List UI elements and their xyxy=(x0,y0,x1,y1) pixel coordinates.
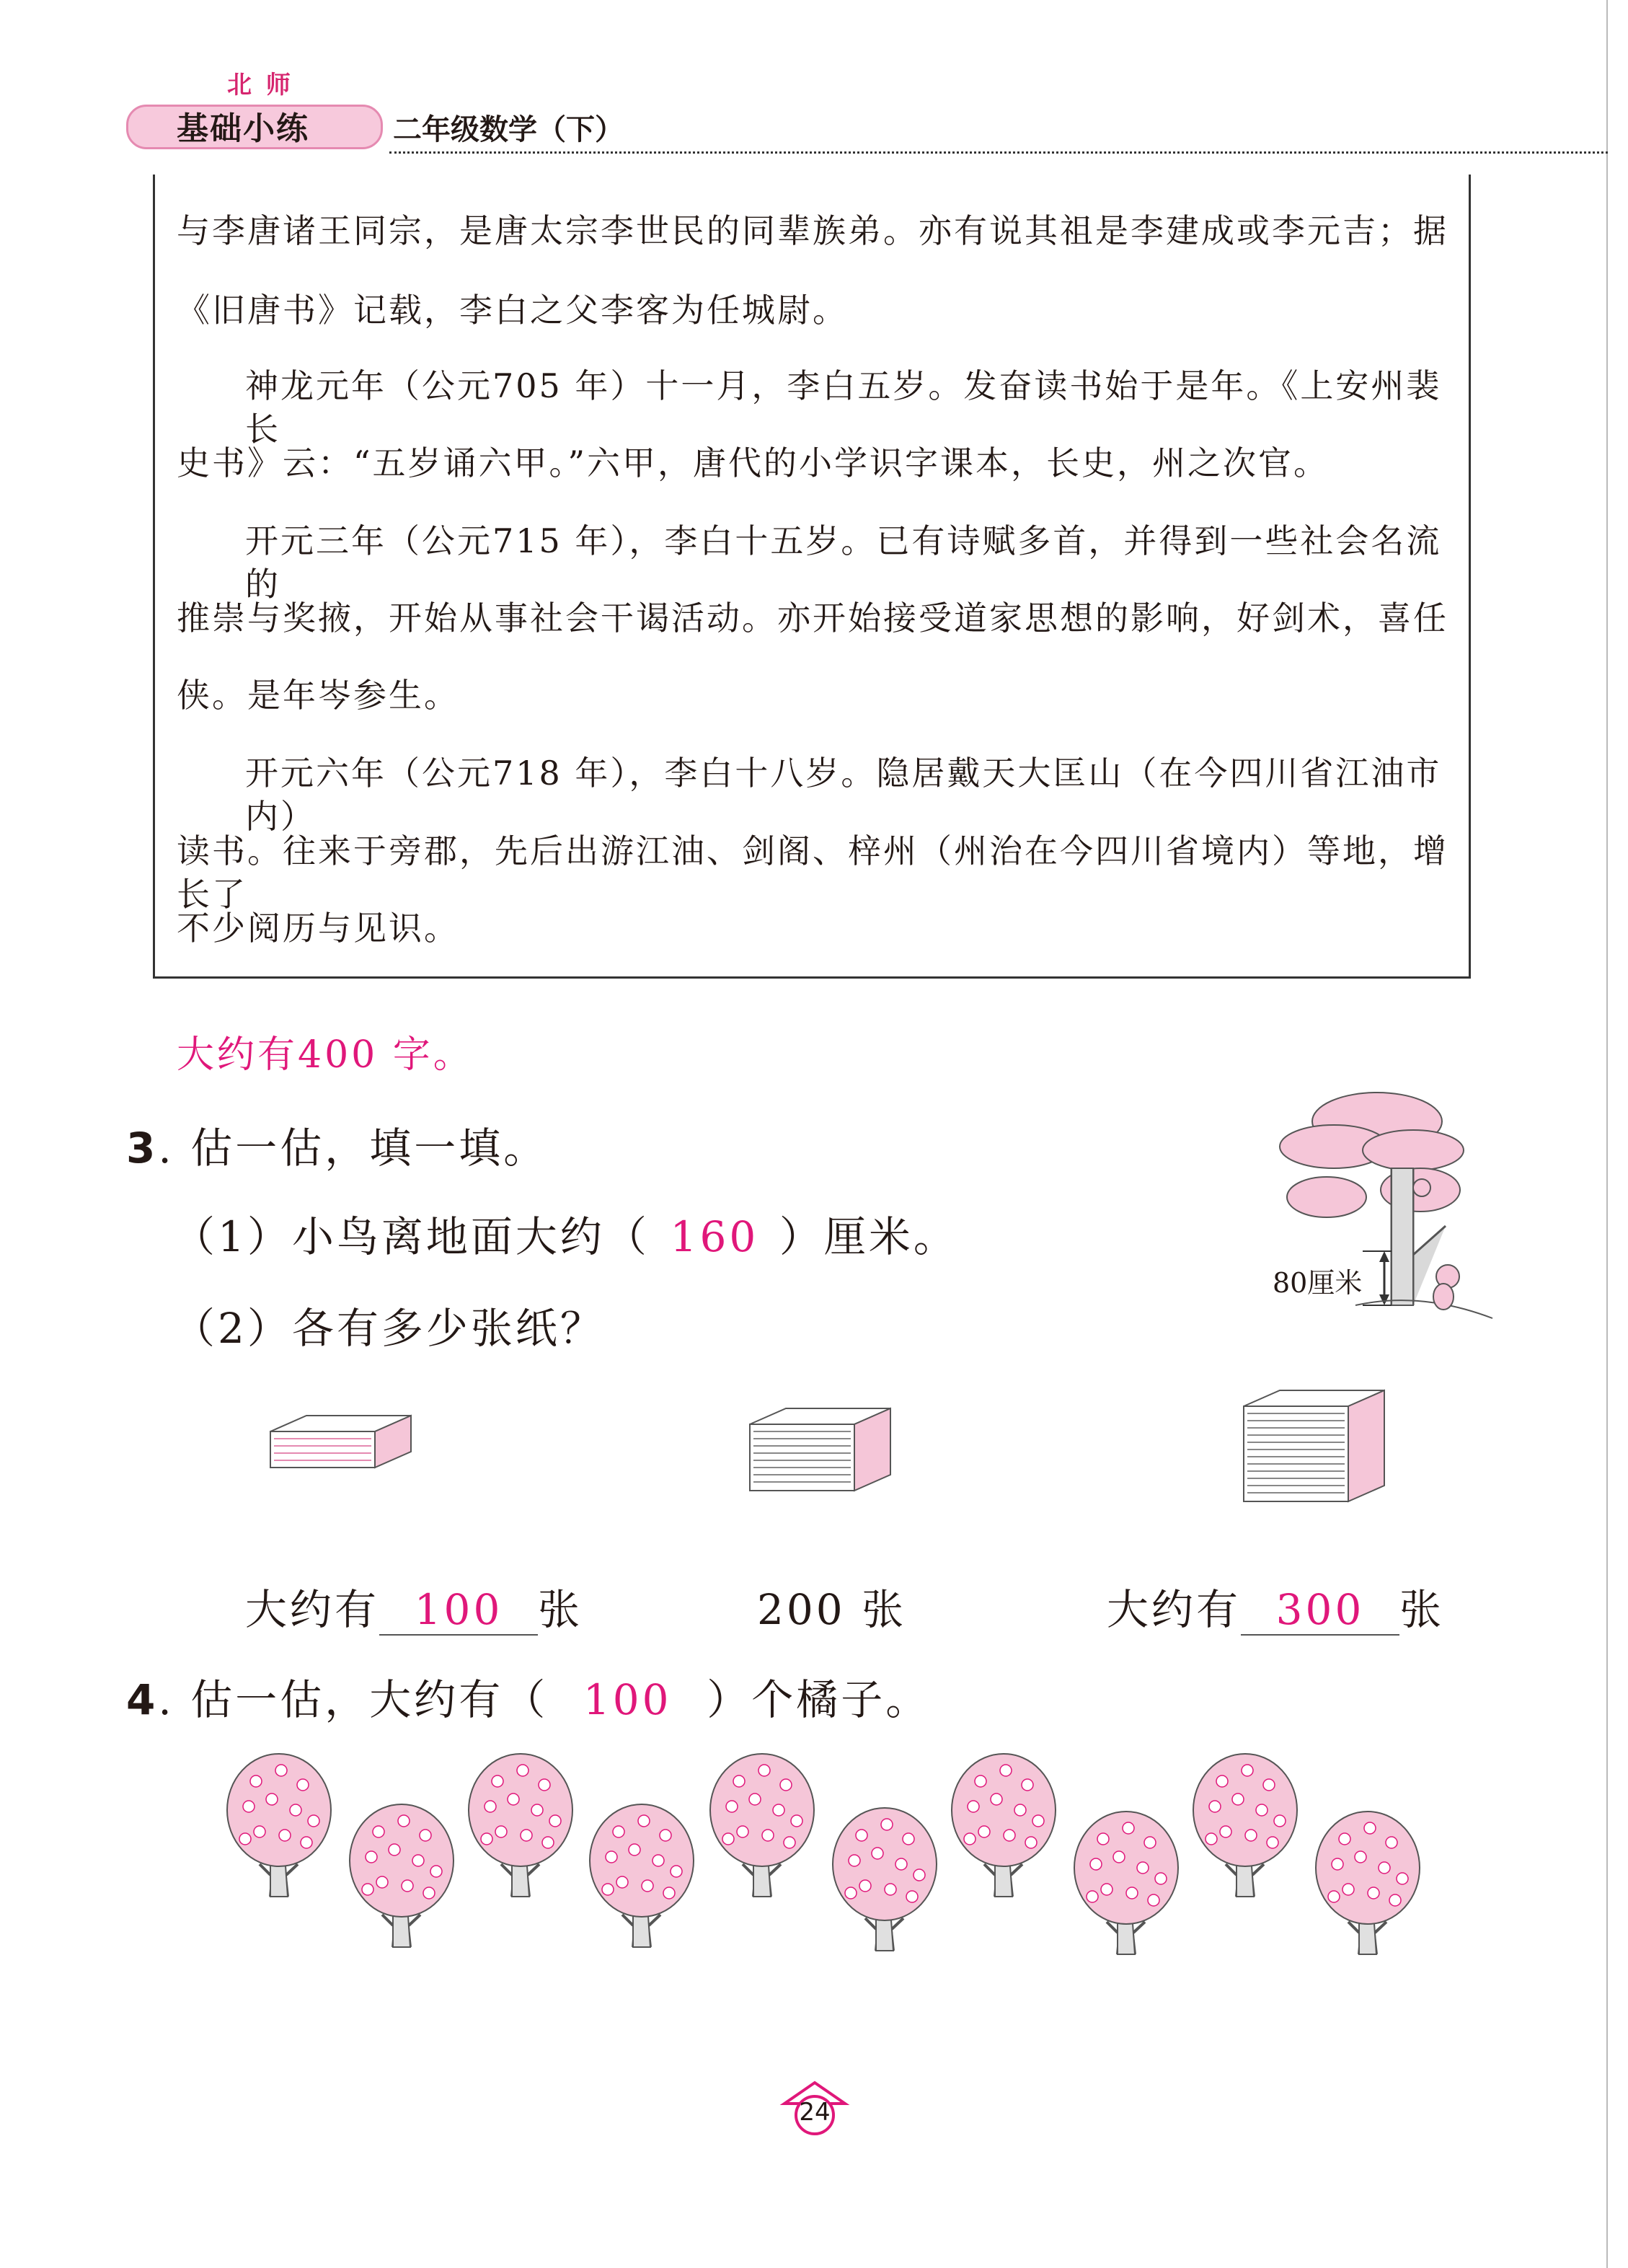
page-number-badge xyxy=(779,2081,851,2138)
stack-answer-prefix: 大约有 xyxy=(1107,1585,1242,1634)
q3-sub1-answer[interactable]: 160 xyxy=(670,1212,759,1261)
stack-answer-suffix: 张 xyxy=(1399,1585,1445,1634)
tree-height-label: 80厘米 xyxy=(1273,1267,1363,1299)
passage-line: 侠。是年岑参生。 xyxy=(177,676,459,715)
stack-answer-suffix: 张 xyxy=(538,1585,583,1634)
stack-answer-2: 200 张 xyxy=(757,1585,907,1634)
passage-line: 开元三年（公元715 年），李白十五岁。已有诗赋多首，并得到一些社会名流的 xyxy=(245,521,1442,604)
stack-answer-value[interactable]: 300 xyxy=(1241,1585,1399,1636)
logo-main-text: 基础小练 xyxy=(177,110,309,147)
q2-answer: 大约有400 字。 xyxy=(177,1033,474,1077)
reading-passage xyxy=(153,175,1471,979)
q4-heading xyxy=(126,1666,930,1726)
q3-sub2: （2）各有多少张纸？ xyxy=(173,1304,605,1353)
orange-tree xyxy=(952,1754,1056,1897)
passage-line: 读书。往来于旁郡，先后出游江油、剑阁、梓州（州治在今四川省境内）等地，增长了 xyxy=(177,831,1448,914)
passage-line: 推崇与奖掖，开始从事社会干谒活动。亦开始接受道家思想的影响，好剑术，喜任 xyxy=(177,599,1448,637)
orange-tree xyxy=(1316,1812,1420,1954)
q3-sub1 xyxy=(173,1203,958,1263)
stack-answer-prefix: 大约有 xyxy=(245,1585,380,1634)
q4-number: 4 xyxy=(126,1675,159,1724)
q3-sub1-prefix: （1）小鸟离地面大约（ xyxy=(173,1212,650,1261)
paper-stack-medium xyxy=(746,1403,898,1496)
passage-line: 与李唐诸王同宗，是唐太宗李世民的同辈族弟。亦有说其祖是李建成或李元吉；据 xyxy=(177,211,1448,250)
page-number: 24 xyxy=(799,2098,831,2127)
orange-tree xyxy=(350,1804,454,1947)
passage-line: 神龙元年（公元705 年）十一月，李白五岁。发奋读书始于是年。《上安州裴长 xyxy=(245,366,1442,449)
bird-icon xyxy=(1413,1179,1430,1196)
orange-trees-row xyxy=(216,1745,1456,1990)
q3-title: . 估一估，填一填。 xyxy=(158,1124,549,1173)
q3-sub1-suffix: ）厘米。 xyxy=(779,1212,958,1261)
orange-tree xyxy=(590,1804,694,1947)
orange-tree xyxy=(227,1754,331,1897)
orange-tree xyxy=(1074,1812,1178,1954)
orange-tree xyxy=(469,1754,572,1897)
stack-answer-value[interactable]: 100 xyxy=(379,1585,538,1636)
passage-line: 《旧唐书》记载，李白之父李客为任城尉。 xyxy=(177,291,848,330)
subject-title: 二年级数学（下） xyxy=(393,113,624,146)
page-edge xyxy=(1606,0,1608,2268)
stack-answer-1 xyxy=(245,1576,583,1636)
orange-tree xyxy=(1193,1754,1297,1897)
orange-tree xyxy=(710,1754,814,1897)
ground-line xyxy=(1355,1300,1492,1318)
tree-canopy xyxy=(1280,1093,1464,1217)
q3-heading xyxy=(126,1114,548,1175)
trunk-body xyxy=(1392,1168,1413,1305)
logo-top-text: 北 师 xyxy=(227,71,293,100)
brand-logo xyxy=(126,65,386,159)
passage-line: 不少阅历与见识。 xyxy=(177,909,459,948)
passage-line: 史书》云：“五岁诵六甲。”六甲，唐代的小学识字课本，长史，州之次官。 xyxy=(177,444,1330,482)
q4-suffix: ）个橘子。 xyxy=(707,1675,931,1724)
q4-answer[interactable]: 100 xyxy=(583,1675,672,1724)
q4-prefix: . 估一估，大约有（ xyxy=(158,1675,549,1724)
paper-stack-small xyxy=(267,1410,418,1482)
orange-tree xyxy=(833,1808,937,1951)
stack-answer-3 xyxy=(1107,1576,1444,1636)
paper-stack-large xyxy=(1240,1385,1399,1507)
header-dotted-line xyxy=(389,151,1608,154)
passage-line: 开元六年（公元718 年），李白十八岁。隐居戴天大匡山（在今四川省江油市内） xyxy=(245,754,1442,836)
q3-number: 3 xyxy=(126,1124,159,1173)
